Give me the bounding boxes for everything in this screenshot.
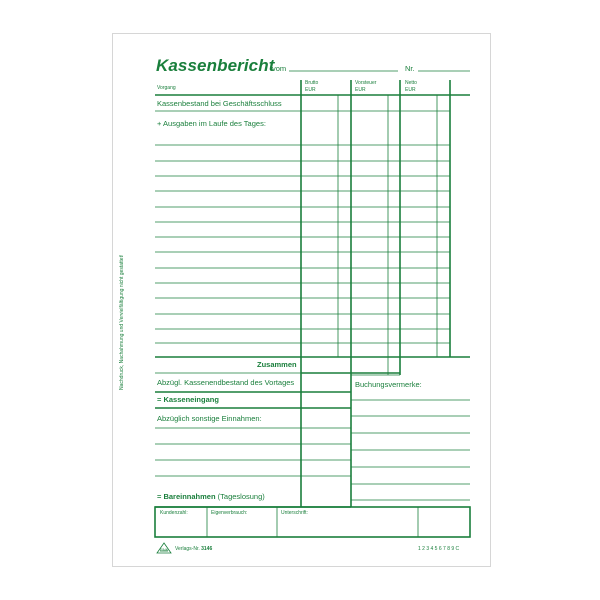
row-bareinnahmen <box>157 493 265 501</box>
row-kassenbestand: Kassenbestand bei Geschäftsschluss <box>157 99 282 108</box>
row-kasseneingang: = Kasseneingang <box>157 395 219 404</box>
col-netto: Netto <box>405 80 417 86</box>
buchungsvermerke-label: Buchungsvermerke: <box>355 380 422 389</box>
row-ausgaben: + Ausgaben im Laufe des Tages: <box>157 119 266 128</box>
verlags-prefix: Verlags-Nr. <box>175 546 200 552</box>
bareinnahmen-suffix: (Tageslosung) <box>217 492 265 501</box>
col-brutto-unit: EUR <box>305 87 316 93</box>
vom-label: vom <box>272 64 287 73</box>
verlags-number: 3146 <box>201 546 213 552</box>
col-brutto: Brutto <box>305 80 319 86</box>
logo-text: RNK <box>160 547 169 552</box>
col-vorsteuer: Vorsteuer <box>355 80 377 86</box>
nr-label: Nr. <box>405 64 415 73</box>
copyright-side-note: Nachdruck, Nachahmung und Vervielfältigung nicht gestattet! <box>119 254 125 390</box>
row-abzueglich-endbestand: Abzügl. Kassenendbestand des Vortages <box>157 378 295 387</box>
verlags-nr <box>175 547 212 552</box>
bareinnahmen-label: = Bareinnahmen <box>157 492 216 501</box>
unterschrift-label: Unterschrift: <box>281 510 308 516</box>
row-zusammen: Zusammen <box>257 360 297 369</box>
col-vorsteuer-unit: EUR <box>355 87 366 93</box>
print-numbering: 1 2 3 4 5 6 7 8 9 C <box>418 546 460 552</box>
col-netto-unit: EUR <box>405 87 416 93</box>
page-title: Kassenbericht <box>156 56 275 75</box>
col-vorgang: Vorgang <box>157 85 176 91</box>
eigenverbrauch-label: Eigenverbrauch: <box>211 510 248 516</box>
row-abzueglich-sonstige: Abzüglich sonstige Einnahmen: <box>157 414 262 423</box>
kundenzahl-label: Kundenzahl: <box>160 510 188 516</box>
